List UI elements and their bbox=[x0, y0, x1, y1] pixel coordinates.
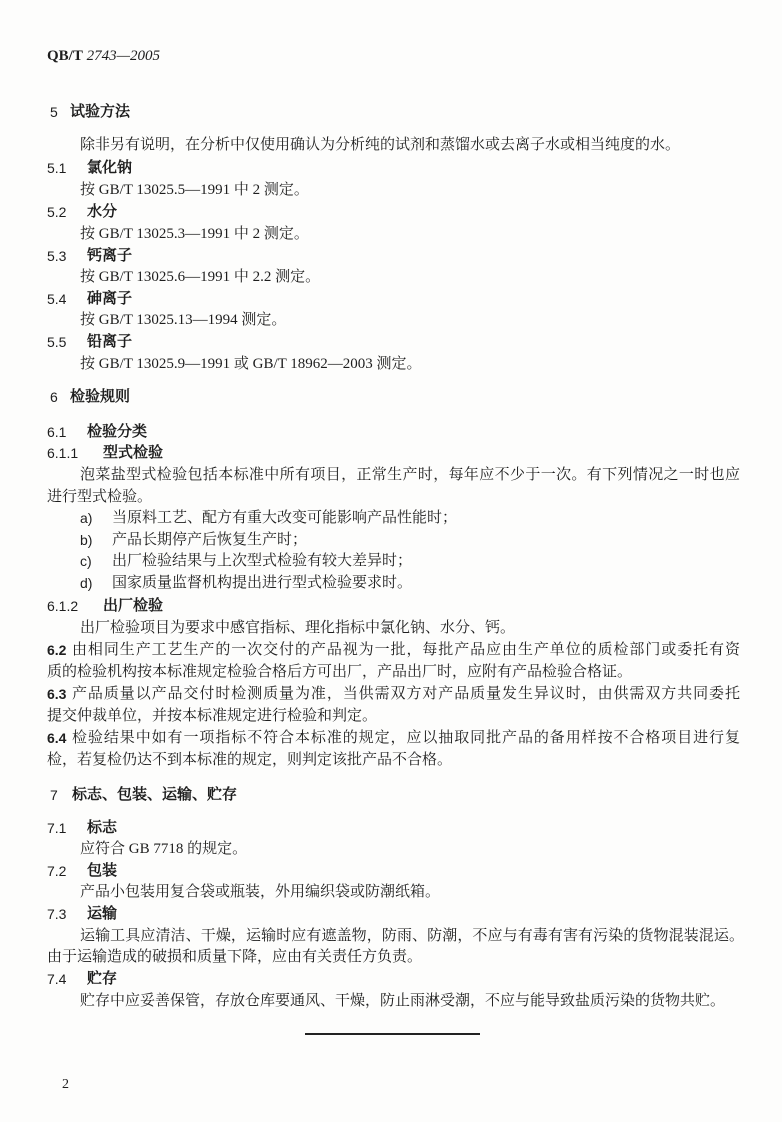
list-item bbox=[0, 530, 782, 550]
clause-6-1-2-heading bbox=[0, 596, 782, 616]
clause-7-1-number: 7.1 bbox=[47, 820, 67, 836]
clause-6-1-1-heading bbox=[0, 443, 782, 463]
clause-7-2-heading bbox=[0, 861, 782, 881]
clause-5-4-title: 砷离子 bbox=[87, 290, 133, 307]
clause-5-5-title: 铅离子 bbox=[87, 333, 133, 350]
clause-5-2-text: 按 GB/T 13025.3—1991 中 2 测定。 bbox=[80, 226, 309, 242]
clause-7-3-number: 7.3 bbox=[47, 906, 67, 922]
clause-7-2-text: 产品小包装用复合袋或瓶装，外用编织袋或防潮纸箱。 bbox=[80, 884, 441, 900]
section-7-heading bbox=[0, 785, 782, 805]
standard-number: 2743—2005 bbox=[86, 48, 160, 64]
clause-7-1-text: 应符合 GB 7718 的规定。 bbox=[80, 841, 248, 857]
clause-6-1-1-title: 型式检验 bbox=[103, 444, 164, 461]
clause-7-2-number: 7.2 bbox=[47, 863, 67, 879]
clause-7-3-title: 运输 bbox=[87, 905, 118, 922]
section-5-heading bbox=[0, 102, 782, 122]
clause-5-1-number: 5.1 bbox=[47, 160, 67, 176]
clause-6-4-text-line-2: 检，若复检仍达不到本标准的规定，则判定该批产品不合格。 bbox=[47, 752, 453, 768]
clause-6-3-text-line-2: 提交仲裁单位，并按本标准规定进行检验和判定。 bbox=[47, 708, 378, 724]
clause-5-5-number: 5.5 bbox=[47, 334, 67, 350]
clause-7-2-title: 包装 bbox=[87, 862, 118, 879]
clause-7-3-text-line-2: 由于运输造成的破损和质量下降，应由有关责任方负责。 bbox=[47, 949, 423, 965]
list-item-text: 产品长期停产后恢复生产时； bbox=[112, 532, 308, 548]
list-item-marker: d) bbox=[80, 575, 93, 591]
clause-6-1-2-text: 出厂检验项目为要求中感官指标、理化指标中氯化钠、水分、钙。 bbox=[80, 620, 516, 636]
section-5-number: 5 bbox=[50, 104, 58, 120]
clause-6-2-text-line-2: 质的检验机构按本标准规定检验合格后方可出厂，产品出厂时，应附有产品检验合格证。 bbox=[47, 664, 633, 680]
clause-6-1-title: 检验分类 bbox=[87, 423, 148, 440]
section-6-title: 检验规则 bbox=[70, 388, 131, 405]
standard-code-prefix: QB/T bbox=[47, 48, 83, 64]
clause-5-3-title: 钙离子 bbox=[87, 247, 133, 264]
section-5-title: 试验方法 bbox=[70, 103, 131, 120]
clause-6-4-number: 6.4 bbox=[47, 730, 67, 746]
list-item-marker: b) bbox=[80, 532, 93, 548]
clause-7-4-heading bbox=[0, 969, 782, 989]
list-item-text: 国家质量监督机构提出进行型式检验要求时。 bbox=[112, 575, 413, 591]
list-item bbox=[0, 508, 782, 528]
clause-6-1-1-text-line-2: 进行型式检验。 bbox=[47, 489, 153, 505]
clause-7-1-title: 标志 bbox=[87, 819, 118, 836]
section-7-title: 标志、包装、运输、贮存 bbox=[72, 786, 238, 803]
clause-5-5-heading bbox=[0, 332, 782, 352]
clause-5-4-heading bbox=[0, 289, 782, 309]
clause-7-4-text: 贮存中应妥善保管，存放仓库要通风、干燥，防止雨淋受潮，不应与能导致盐质污染的货物共贮。 bbox=[80, 993, 726, 1009]
clause-6-1-2-title: 出厂检验 bbox=[103, 597, 164, 614]
clause-7-3-heading bbox=[0, 904, 782, 924]
clause-6-1-1-text-line-1: 泡菜盐型式检验包括本标准中所有项目，正常生产时，每年应不少于一次。有下列情况之一时也应 bbox=[80, 467, 740, 483]
clause-7-4-number: 7.4 bbox=[47, 971, 67, 987]
clause-5-2-number: 5.2 bbox=[47, 204, 67, 220]
clause-7-4-title: 贮存 bbox=[87, 970, 118, 987]
page-number: 2 bbox=[62, 1077, 69, 1092]
section-6-number: 6 bbox=[50, 389, 58, 405]
clause-6-1-2-number: 6.1.2 bbox=[47, 598, 79, 614]
clause-5-1-text: 按 GB/T 13025.5—1991 中 2 测定。 bbox=[80, 182, 309, 198]
page-header bbox=[47, 46, 160, 66]
clause-5-1-title: 氯化钠 bbox=[87, 159, 133, 176]
clause-6-3-number: 6.3 bbox=[47, 686, 67, 702]
clause-6-1-1-number: 6.1.1 bbox=[47, 445, 79, 461]
clause-5-3-text: 按 GB/T 13025.6—1991 中 2.2 测定。 bbox=[80, 269, 321, 285]
end-of-text-rule bbox=[305, 1033, 480, 1035]
clause-6-1-number: 6.1 bbox=[47, 424, 67, 440]
list-item bbox=[0, 573, 782, 593]
list-item-marker: c) bbox=[80, 553, 92, 569]
section-6-heading bbox=[0, 387, 782, 407]
clause-7-3-text-line-1: 运输工具应清洁、干燥，运输时应有遮盖物，防雨、防潮，不应与有毒有害有污染的货物混装混运。 bbox=[80, 928, 744, 944]
clause-5-4-text: 按 GB/T 13025.13—1994 测定。 bbox=[80, 312, 287, 328]
clause-5-3-heading bbox=[0, 246, 782, 266]
clause-6-2-number: 6.2 bbox=[47, 642, 67, 658]
list-item-text: 出厂检验结果与上次型式检验有较大差异时； bbox=[112, 553, 413, 569]
clause-7-1-heading bbox=[0, 818, 782, 838]
clause-6-1-heading bbox=[0, 422, 782, 442]
section-5-intro: 除非另有说明，在分析中仅使用确认为分析纯的试剂和蒸馏水或去离子水或相当纯度的水。 bbox=[80, 137, 681, 153]
list-item-text: 当原料工艺、配方有重大改变可能影响产品性能时； bbox=[112, 510, 458, 526]
clause-6-4-text-line-1: 检验结果中如有一项指标不符合本标准的规定，应以抽取同批产品的备用样按不合格项目进行复 bbox=[72, 730, 740, 746]
section-7-number: 7 bbox=[50, 787, 58, 803]
clause-5-3-number: 5.3 bbox=[47, 248, 67, 264]
clause-5-1-heading bbox=[0, 158, 782, 178]
clause-6-3-text-line-1: 产品质量以产品交付时检测质量为准，当供需双方对产品质量发生异议时，由供需双方共同委托 bbox=[72, 686, 740, 702]
list-item bbox=[0, 551, 782, 571]
clause-5-2-heading bbox=[0, 202, 782, 222]
clause-5-5-text: 按 GB/T 13025.9—1991 或 GB/T 18962—2003 测定。 bbox=[80, 356, 422, 372]
clause-5-4-number: 5.4 bbox=[47, 291, 67, 307]
list-item-marker: a) bbox=[80, 510, 93, 526]
clause-5-2-title: 水分 bbox=[87, 203, 118, 220]
clause-6-2-text-line-1: 由相同生产工艺生产的一次交付的产品视为一批，每批产品应由生产单位的质检部门或委托有资 bbox=[72, 642, 740, 658]
